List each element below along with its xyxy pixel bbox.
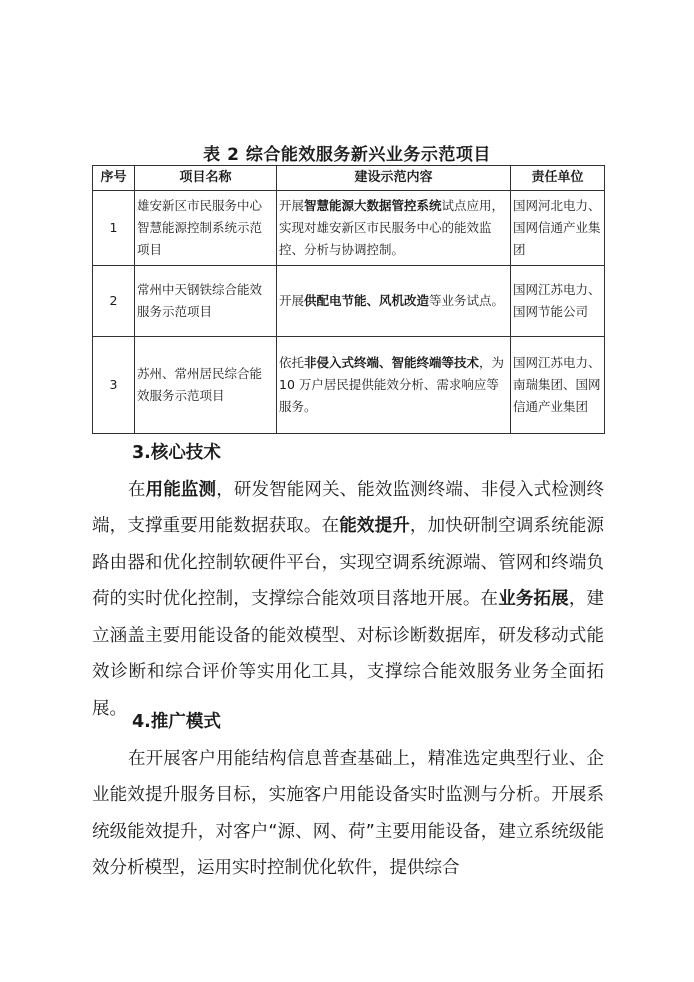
cell-unit: 国网江苏电力、国网节能公司 [511, 266, 605, 337]
table-row [93, 266, 605, 337]
section-heading: 4.推广模式 [132, 712, 221, 732]
header-no: 序号 [93, 166, 135, 191]
cell-unit: 国网河北电力、国网信通产业集团 [511, 191, 605, 266]
demo-projects-table [92, 165, 605, 434]
cell-project-name: 常州中天钢铁综合能效服务示范项目 [135, 266, 277, 337]
cell-project-name: 苏州、常州居民综合能效服务示范项目 [135, 337, 277, 434]
section-heading: 3.核心技术 [132, 443, 221, 463]
section-core-technology [92, 435, 604, 727]
cell-content: 依托非侵入式终端、智能终端等技术，为 10 万户居民提供能效分析、需求响应等服务。 [277, 337, 511, 434]
cell-content: 开展智慧能源大数据管控系统试点应用，实现对雄安新区市民服务中心的能效监控、分析与协调控制。 [277, 191, 511, 266]
header-project-name: 项目名称 [135, 166, 277, 191]
header-content: 建设示范内容 [277, 166, 511, 191]
table-title: 表 2 综合能效服务新兴业务示范项目 [203, 145, 491, 165]
cell-no: 3 [93, 337, 135, 434]
paragraph: 在用能监测，研发智能网关、能效监测终端、非侵入式检测终端，支撑重要用能数据获取。在能效提升，加快研制空调系统能源路由器和优化控制软硬件平台，实现空调系统源端、管网和终端负荷的实时优化控制，支撑综合能效项目落地开展。在业务拓展，建立涵盖主要用能设备的能效模型、对标诊断数据库，研发移动式能效诊断和综合评价等实用化工具，支撑综合能效服务业务全面拓展。 [92, 479, 605, 719]
header-unit: 责任单位 [511, 166, 605, 191]
cell-no: 2 [93, 266, 135, 337]
cell-project-name: 雄安新区市民服务中心智慧能源控制系统示范项目 [135, 191, 277, 266]
section-promotion-mode [92, 704, 604, 887]
table-row [93, 337, 605, 434]
table-header-row [93, 166, 605, 191]
cell-unit: 国网江苏电力、南瑞集团、国网信通产业集团 [511, 337, 605, 434]
table-row [93, 191, 605, 266]
cell-no: 1 [93, 191, 135, 266]
cell-content: 开展供配电节能、风机改造等业务试点。 [277, 266, 511, 337]
paragraph: 在开展客户用能结构信息普查基础上，精准选定典型行业、企业能效提升服务目标，实施客户用能设备实时监测与分析。开展系统级能效提升，对客户“源、网、荷”主要用能设备，建立系统级能效分析模型，运用实时控制优化软件，提供综合 [92, 748, 604, 878]
